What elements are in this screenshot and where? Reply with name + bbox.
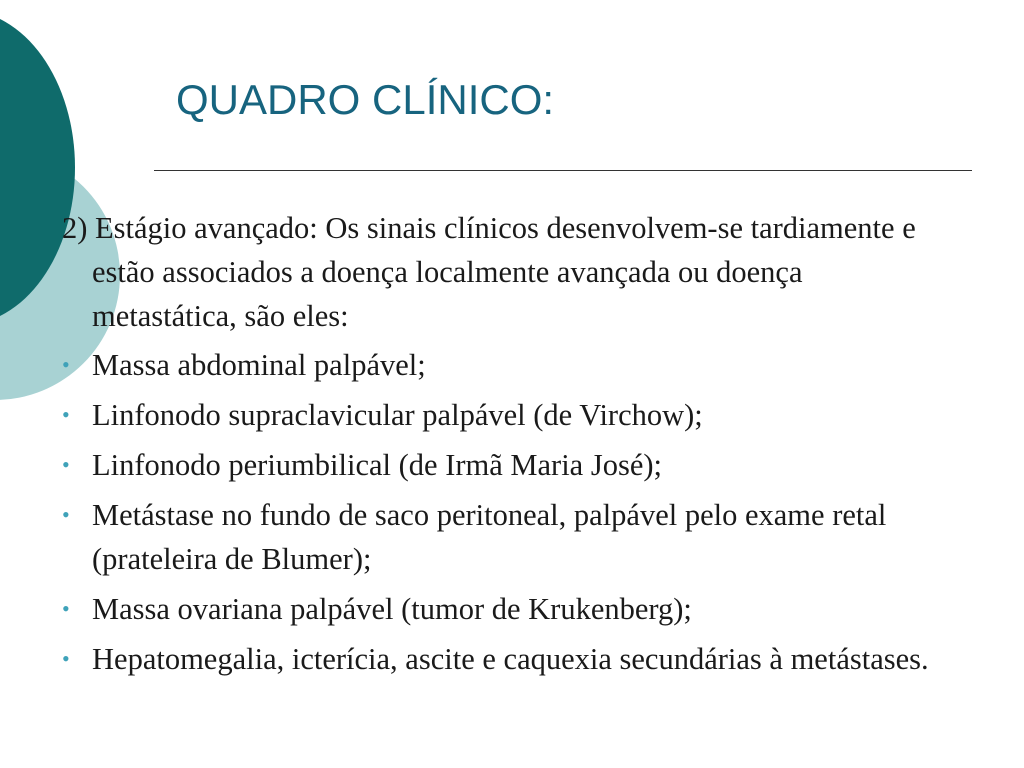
bullet-icon: • [62, 402, 70, 427]
bullet-text: Linfonodo supraclavicular palpável (de Virchow); [92, 398, 703, 432]
bullet-text: Metástase no fundo de saco peritoneal, palpável pelo exame retal (prateleira de Blumer); [92, 498, 887, 576]
bullet-item [62, 393, 952, 437]
bullet-text: Hepatomegalia, icterícia, ascite e caquexia secundárias à metástases. [92, 642, 929, 676]
bullet-icon: • [62, 646, 70, 671]
bullet-text: Massa abdominal palpável; [92, 348, 426, 382]
bullet-item [62, 587, 952, 631]
slide-body [62, 206, 952, 687]
bullet-icon: • [62, 452, 70, 477]
title-divider [154, 170, 972, 171]
intro-paragraph: 2) Estágio avançado: Os sinais clínicos desenvolvem-se tardiamente e estão associados a doença localmente avançada ou doença metastática, são eles: [62, 211, 916, 333]
bullet-item [62, 637, 952, 681]
bullet-item [62, 343, 952, 387]
slide-title: QUADRO CLÍNICO: [176, 76, 555, 123]
bullet-icon: • [62, 352, 70, 377]
bullet-text: Linfonodo periumbilical (de Irmã Maria José); [92, 448, 662, 482]
bullet-icon: • [62, 596, 70, 621]
bullet-item [62, 493, 952, 581]
bullet-list [62, 343, 952, 681]
bullet-icon: • [62, 502, 70, 527]
bullet-item [62, 443, 952, 487]
bullet-text: Massa ovariana palpável (tumor de Krukenberg); [92, 592, 692, 626]
